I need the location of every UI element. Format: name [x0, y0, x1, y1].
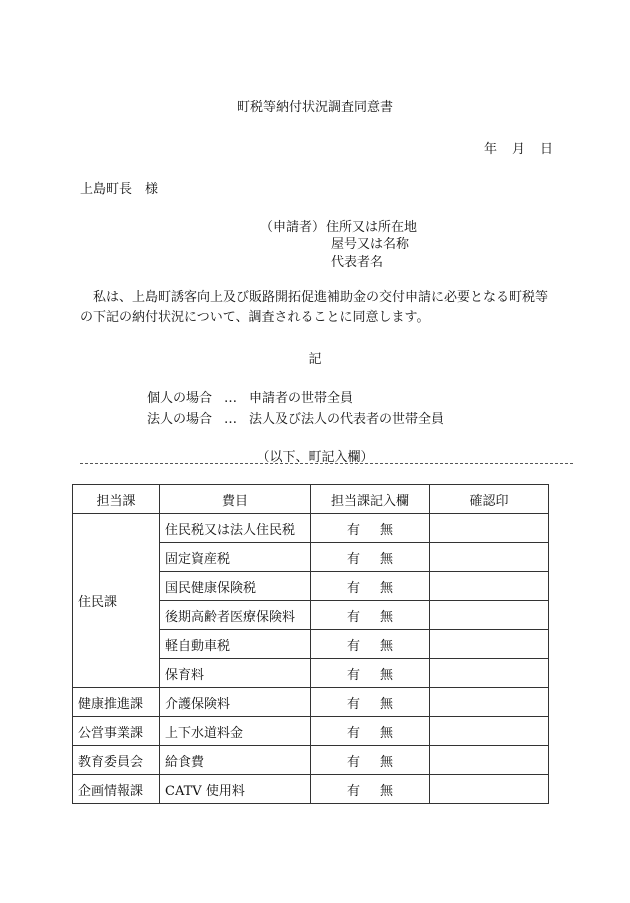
case-who: 法人の場合 [147, 412, 213, 427]
entry-cell [311, 601, 430, 630]
header-seal: 確認印 [430, 485, 549, 514]
applicant-representative-label: 代表者名 [331, 255, 384, 270]
seal-cell [430, 630, 549, 659]
document-title: 町税等納付状況調査同意書 [236, 100, 393, 115]
entry-cell [311, 746, 430, 775]
mark-nashi: 無 [380, 783, 394, 799]
case-scope: 申請者の世帯全員 [249, 391, 354, 406]
applicant-address-label: 住所又は所在地 [326, 220, 418, 235]
seal-cell [430, 659, 549, 688]
seal-cell [430, 514, 549, 543]
seal-cell [430, 688, 549, 717]
table-header-row [73, 485, 549, 514]
mark-ari: 有 [346, 580, 360, 596]
table-row [73, 775, 549, 804]
table-row [73, 688, 549, 717]
entry-cell [311, 630, 430, 659]
office-use-label: （以下、町記入欄） [256, 450, 374, 465]
fee-item-cell: 上下水道料金 [160, 717, 311, 746]
applicant-name-label: 屋号又は名称 [331, 237, 410, 252]
table-row [73, 717, 549, 746]
fee-item-cell: 給食費 [160, 746, 311, 775]
mark-nashi: 無 [380, 522, 394, 538]
fee-item-cell: 住民税又は法人住民税 [160, 514, 311, 543]
mark-ari: 有 [346, 754, 360, 770]
mark-nashi: 無 [380, 696, 394, 712]
mark-nashi: 無 [380, 725, 394, 741]
mark-nashi: 無 [380, 551, 394, 567]
dept-cell: 企画情報課 [73, 775, 160, 804]
seal-cell [430, 775, 549, 804]
date-line [484, 138, 553, 157]
case-corporation [147, 408, 444, 427]
mark-nashi: 無 [380, 609, 394, 625]
fee-item-cell: 国民健康保険税 [160, 572, 311, 601]
mark-ari: 有 [346, 783, 360, 799]
seal-cell [430, 543, 549, 572]
case-separator: … [224, 391, 238, 406]
mark-nashi: 無 [380, 638, 394, 654]
table-row [73, 514, 549, 543]
date-day: 日 [540, 142, 554, 157]
fee-item-cell: 後期高齢者医療保険料 [160, 601, 311, 630]
seal-cell [430, 746, 549, 775]
mark-ari: 有 [346, 696, 360, 712]
fee-item-cell: CATV 使用料 [160, 775, 311, 804]
fee-item-cell: 保育料 [160, 659, 311, 688]
table-body [73, 514, 549, 804]
entry-cell [311, 717, 430, 746]
entry-cell [311, 775, 430, 804]
entry-cell [311, 543, 430, 572]
mark-nashi: 無 [380, 667, 394, 683]
entry-cell [311, 688, 430, 717]
mark-nashi: 無 [380, 754, 394, 770]
table-row [73, 746, 549, 775]
fee-item-cell: 軽自動車税 [160, 630, 311, 659]
case-individual [147, 387, 353, 406]
date-month: 月 [512, 142, 526, 157]
entry-cell [311, 572, 430, 601]
entry-cell [311, 514, 430, 543]
fee-item-cell: 固定資産税 [160, 543, 311, 572]
mark-ari: 有 [346, 725, 360, 741]
seal-cell [430, 601, 549, 630]
mark-nashi: 無 [380, 580, 394, 596]
case-who: 個人の場合 [147, 391, 213, 406]
case-scope: 法人及び法人の代表者の世帯全員 [249, 412, 445, 427]
consent-statement: 私は、上島町誘客向上及び販路開拓促進補助金の交付申請に必要となる町税等の下記の納付状況について、調査されることに同意します。 [80, 290, 549, 325]
dept-cell: 公営事業課 [73, 717, 160, 746]
dashed-divider [80, 463, 573, 464]
applicant-label: （申請者） [260, 220, 326, 235]
seal-cell [430, 717, 549, 746]
case-separator: … [224, 412, 238, 427]
mark-ari: 有 [346, 638, 360, 654]
mark-ari: 有 [346, 667, 360, 683]
date-year: 年 [484, 142, 498, 157]
ki-heading: 記 [308, 352, 322, 367]
header-item: 費目 [160, 485, 311, 514]
entry-cell [311, 659, 430, 688]
header-entry: 担当課記入欄 [311, 485, 430, 514]
dept-cell: 健康推進課 [73, 688, 160, 717]
mark-ari: 有 [346, 609, 360, 625]
header-dept: 担当課 [73, 485, 160, 514]
mark-ari: 有 [346, 551, 360, 567]
dept-cell: 教育委員会 [73, 746, 160, 775]
verification-table [72, 484, 549, 804]
dept-cell: 住民課 [73, 514, 160, 688]
addressee: 上島町長 様 [80, 182, 159, 197]
fee-item-cell: 介護保険料 [160, 688, 311, 717]
seal-cell [430, 572, 549, 601]
mark-ari: 有 [346, 522, 360, 538]
